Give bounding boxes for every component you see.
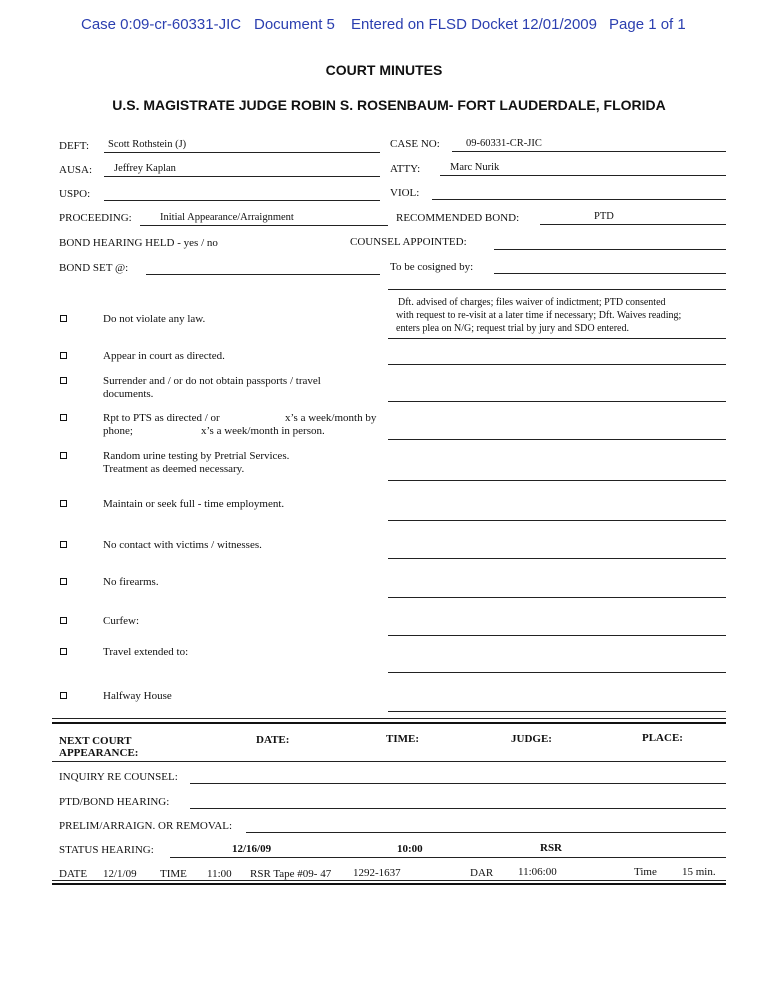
footer-duration-value: 15 min.	[682, 866, 716, 878]
remarks-line	[388, 439, 726, 440]
checkbox-condition-3[interactable]	[60, 377, 67, 384]
condition-4-phone: phone;	[103, 425, 133, 437]
status-hearing-time: 10:00	[397, 843, 423, 855]
page-subtitle: U.S. MAGISTRATE JUDGE ROBIN S. ROSENBAUM- FORT LAUDERDALE, FLORIDA	[112, 97, 666, 113]
condition-4-frequency-phone: x’s a week/month by	[285, 412, 377, 424]
checkbox-condition-10[interactable]	[60, 648, 67, 655]
condition-6-label: Maintain or seek full - time employment.	[103, 498, 285, 510]
bond-hearing-label: BOND HEARING HELD - yes / no	[59, 237, 218, 249]
footer-tape-label: RSR Tape #09- 47	[250, 868, 332, 880]
rec-bond-value: PTD	[594, 211, 614, 222]
inquiry-counsel-line	[190, 783, 726, 784]
viol-line	[432, 199, 726, 200]
judge-column-header: JUDGE:	[511, 733, 552, 745]
footer-time-value: 11:00	[207, 868, 232, 880]
header-document: Document 5	[254, 16, 335, 33]
viol-label: VIOL:	[390, 187, 420, 199]
next-court-label: NEXT COURT	[59, 735, 132, 747]
footer-line-thick	[52, 883, 726, 885]
condition-8-label: No firearms.	[103, 576, 159, 588]
next-court-label-cont: APPEARANCE:	[59, 747, 139, 759]
deft-value: Scott Rothstein (J)	[108, 139, 187, 150]
page-title: COURT MINUTES	[325, 62, 443, 78]
remarks-line	[388, 338, 726, 339]
remarks-line	[388, 364, 726, 365]
ptd-bond-hearing-label: PTD/BOND HEARING:	[59, 796, 170, 808]
condition-10-label: Travel extended to:	[103, 646, 189, 658]
atty-line	[440, 175, 726, 176]
ausa-label: AUSA:	[59, 164, 93, 176]
footer-duration-label: Time	[634, 866, 657, 878]
checkbox-condition-6[interactable]	[60, 500, 67, 507]
proceeding-line	[140, 225, 388, 226]
footer-date-value: 12/1/09	[103, 868, 137, 880]
checkbox-condition-9[interactable]	[60, 617, 67, 624]
ausa-value: Jeffrey Kaplan	[114, 163, 176, 174]
rec-bond-line	[540, 224, 726, 225]
condition-11-label: Halfway House	[103, 690, 172, 702]
checkbox-condition-7[interactable]	[60, 541, 67, 548]
condition-4-label: Rpt to PTS as directed / or	[103, 412, 220, 424]
remarks-line	[388, 480, 726, 481]
condition-2-label: Appear in court as directed.	[103, 350, 225, 362]
prelim-arraign-label: PRELIM/ARRAIGN. OR REMOVAL:	[59, 820, 233, 832]
header-case: Case 0:09-cr-60331-JIC	[81, 16, 242, 33]
checkbox-condition-11[interactable]	[60, 692, 67, 699]
section-divider	[52, 718, 726, 719]
status-hearing-date: 12/16/09	[232, 843, 272, 855]
cosigned-label: To be cosigned by:	[390, 261, 474, 273]
condition-1-label: Do not violate any law.	[103, 313, 206, 325]
section-divider-thick	[52, 722, 726, 724]
time-column-header: TIME:	[386, 733, 419, 745]
status-hearing-label: STATUS HEARING:	[59, 844, 154, 856]
case-no-value: 09-60331-CR-JIC	[466, 138, 542, 149]
header-entered: Entered on FLSD Docket 12/01/2009	[351, 16, 597, 33]
condition-5-label: Random urine testing by Pretrial Services.	[103, 450, 290, 462]
rec-bond-label: RECOMMENDED BOND:	[396, 212, 520, 224]
condition-7-label: No contact with victims / witnesses.	[103, 539, 262, 551]
counsel-appointed-label: COUNSEL APPOINTED:	[350, 236, 467, 248]
bond-set-line	[146, 274, 380, 275]
remarks-line-2: with request to re-visit at a later time if necessary; Dft. Waives reading;	[396, 310, 682, 321]
remarks-line	[388, 401, 726, 402]
footer-dar-label: DAR	[470, 867, 494, 879]
remarks-top-line	[388, 289, 726, 290]
bond-set-label: BOND SET @:	[59, 262, 129, 274]
ptd-bond-hearing-line	[190, 808, 726, 809]
footer-tape-value: 1292-1637	[353, 867, 401, 879]
proceeding-label: PROCEEDING:	[59, 212, 132, 224]
place-column-header: PLACE:	[642, 732, 683, 744]
remarks-line-3: enters plea on N/G; request trial by jury and SDO entered.	[396, 323, 629, 334]
cosigned-line	[494, 273, 726, 274]
remarks-line	[388, 711, 726, 712]
condition-3-label: Surrender and / or do not obtain passports / travel	[103, 375, 321, 387]
proceeding-value: Initial Appearance/Arraignment	[160, 212, 294, 223]
remarks-line	[388, 635, 726, 636]
atty-label: ATTY:	[390, 163, 421, 175]
checkbox-condition-4[interactable]	[60, 414, 67, 421]
footer-date-label: DATE	[59, 868, 88, 880]
condition-4-frequency-person: x’s a week/month in person.	[201, 425, 325, 437]
inquiry-counsel-label: INQUIRY RE COUNSEL:	[59, 771, 178, 783]
footer-line	[52, 880, 726, 881]
deft-label: DEFT:	[59, 140, 90, 152]
header-page: Page 1 of 1	[609, 16, 686, 33]
condition-3-label-cont: documents.	[103, 388, 154, 400]
remarks-line	[388, 520, 726, 521]
remarks-line-1: Dft. advised of charges; files waiver of indictment; PTD consented	[398, 297, 666, 308]
case-no-label: CASE NO:	[390, 138, 440, 150]
next-header-line	[52, 761, 726, 762]
status-hearing-judge: RSR	[540, 842, 563, 854]
prelim-arraign-line	[246, 832, 726, 833]
atty-value: Marc Nurik	[450, 162, 500, 173]
remarks-line	[388, 558, 726, 559]
remarks-line	[388, 597, 726, 598]
checkbox-condition-5[interactable]	[60, 452, 67, 459]
checkbox-condition-2[interactable]	[60, 352, 67, 359]
uspo-label: USPO:	[59, 188, 91, 200]
condition-5-label-cont: Treatment as deemed necessary.	[103, 463, 245, 475]
status-hearing-line	[170, 857, 726, 858]
uspo-line	[104, 200, 380, 201]
checkbox-condition-8[interactable]	[60, 578, 67, 585]
footer-time-label: TIME	[160, 868, 187, 880]
checkbox-condition-1[interactable]	[60, 315, 67, 322]
date-column-header: DATE:	[256, 734, 290, 746]
counsel-appointed-line	[494, 249, 726, 250]
footer-dar-value: 11:06:00	[518, 866, 557, 878]
condition-9-label: Curfew:	[103, 615, 140, 627]
case-no-line	[452, 151, 726, 152]
remarks-line	[388, 672, 726, 673]
deft-line	[104, 152, 380, 153]
ausa-line	[104, 176, 380, 177]
